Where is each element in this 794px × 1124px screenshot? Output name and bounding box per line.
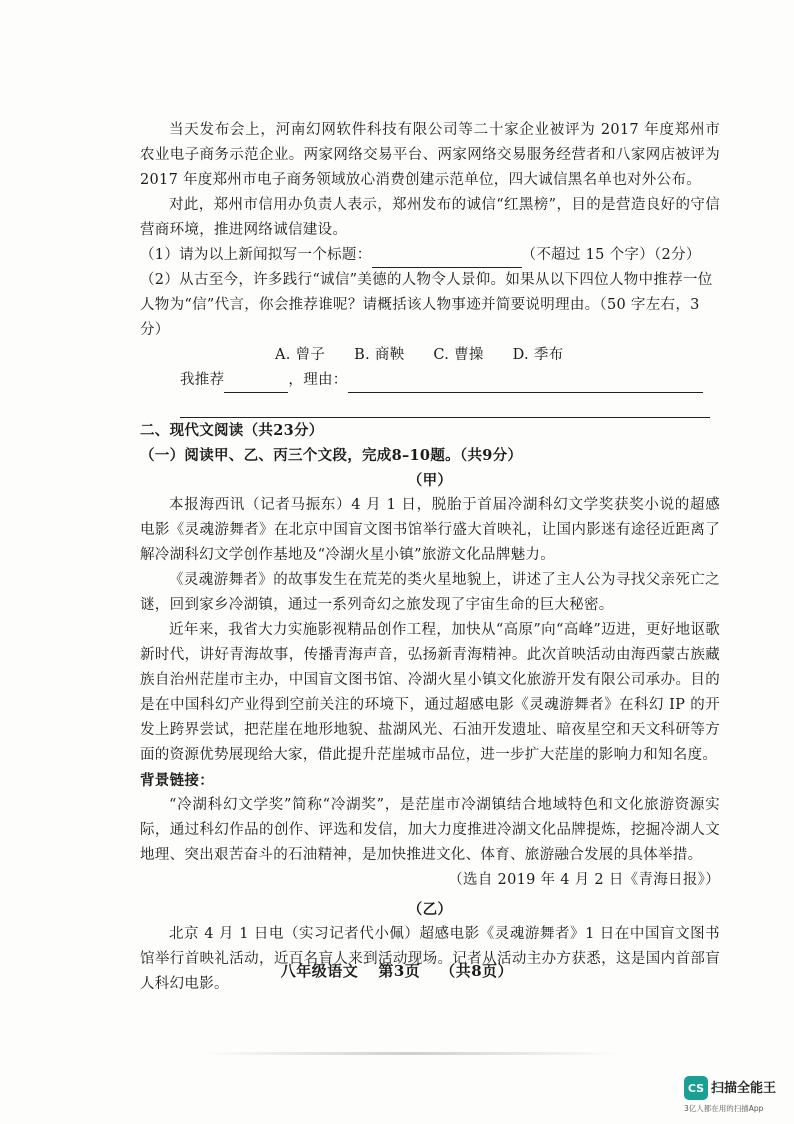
footer-page: 第3页 [378, 962, 421, 980]
recommend-blank[interactable] [224, 374, 288, 393]
recommend-line [140, 368, 720, 393]
reason-line-2 [140, 393, 720, 418]
question-1 [140, 243, 720, 268]
option-c: C. 曹操 [433, 347, 484, 363]
title-answer-blank[interactable] [372, 249, 522, 268]
option-d: D. 季布 [512, 347, 564, 363]
option-a: A. 曾子 [275, 347, 326, 363]
scan-shadow-line [200, 1052, 620, 1055]
footer-total: （共8页） [440, 962, 514, 980]
camscanner-name: 扫描全能王 [711, 1081, 777, 1096]
news-paragraph-1: 当天发布会上，河南幻网软件科技有限公司等二十家企业被评为 2017 年度郑州市农业电子商务示范企业。两家网络交易平台、两家网络交易服务经营者和八家网店被评为 2017 年度郑州市电子商务领域放心消费创建示范单位，四大诚信黑名单也对外公布。 [140, 122, 720, 188]
question-1-suffix: （不超过 15 个字）（2分） [521, 247, 701, 263]
section-2-title: 二、现代文阅读（共23分） [140, 422, 324, 439]
passage-jia-heading: （甲） [407, 472, 453, 489]
section-2-subtitle: （一）阅读甲、乙、丙三个文段，完成8–10题。（共9分） [140, 447, 523, 464]
page-footer [0, 960, 794, 981]
option-b: B. 商鞅 [354, 347, 405, 363]
camscanner-tagline: 3亿人都在用的扫描App [684, 1104, 764, 1113]
background-link-label: 背景链接： [140, 772, 214, 789]
question-2-text: （2）从古至今，许多践行“诚信”美德的人物令人景仰。如果从以下四位人物中推荐一位人物为“信”代言，你会推荐谁呢？请概括该人物事迹并简要说明理由。（50 字左右，3分） [140, 272, 713, 338]
passage-jia-source: （选自 2019 年 4 月 2 日《青海日报》） [448, 872, 720, 888]
recommend-label: 我推荐 [180, 372, 225, 388]
background-link-text: “冷湖科幻文学奖”简称“冷湖奖”，是茫崖市冷湖镇结合地域特色和文化旅游资源实际，通过科幻作品的创作、评选和发信，加大力度推进冷湖文化品牌提炼，挖掘冷湖人文地理、突出艰苦奋斗的石油精神，是加快推进文化、体育、旅游融合发展的具体举措。 [140, 797, 720, 863]
passage-jia-paragraph-1: 本报海西讯（记者马振东）4 月 1 日，脱胎于首届冷湖科幻文学奖获奖小说的超感电影《灵魂游舞者》在北京中国盲文图书馆举行盛大首映礼，让国内影迷有途径近距离了解冷湖科幻文学创作基地及“冷湖火星小镇”旅游文化品牌魅力。 [140, 497, 720, 563]
camscanner-logo-icon: CS [684, 1076, 708, 1100]
passage-yi-heading: （乙） [407, 901, 453, 918]
reason-label: ，理由： [288, 372, 348, 388]
question-2-options [140, 343, 720, 368]
passage-yi-paragraph-1: 北京 4 月 1 日电（实习记者代小佩）超感电影《灵魂游舞者》1 日在中国盲文图书馆举行首映礼活动，近百名盲人来到活动现场。记者从活动主办方获悉，这是国内首部盲人科幻电影。 [140, 926, 720, 992]
question-1-prefix: （1）请为以上新闻拟写一个标题： [140, 247, 372, 263]
passage-jia-paragraph-2: 《灵魂游舞者》的故事发生在荒芜的类火星地貌上，讲述了主人公为寻找父亲死亡之谜，回到家乡冷湖镇，通过一系列奇幻之旅发现了宇宙生命的巨大秘密。 [140, 572, 720, 613]
reason-blank-2[interactable] [180, 399, 710, 418]
news-paragraph-2: 对此，郑州市信用办负责人表示，郑州发布的诚信“红黑榜”，目的是营造良好的守信营商环境，推进网络诚信建设。 [140, 197, 720, 238]
footer-subject: 八年级语文 [280, 962, 359, 980]
reason-blank-1[interactable] [348, 374, 703, 393]
passage-jia-paragraph-3: 近年来，我省大力实施影视精品创作工程，加快从“高原”向“高峰”迈进，更好地讴歌新时代，讲好青海故事，传播青海声音，弘扬新青海精神。此次首映活动由海西蒙古族藏族自治州茫崖市主办，中国盲文图书馆、冷湖火星小镇文化旅游开发有限公司承办。目的是在中国科幻产业得到空前关注的环境下，通过超感电影《灵魂游舞者》在科幻 IP 的开发上跨界尝试，把茫崖在地形地貌、盐湖风光、石油开发遗址、暗夜星空和天文科研等方面的资源优势展现给大家，借此提升茫崖城市品位，进一步扩大茫崖的影响力和知名度。 [140, 622, 720, 763]
page-content [140, 118, 720, 997]
